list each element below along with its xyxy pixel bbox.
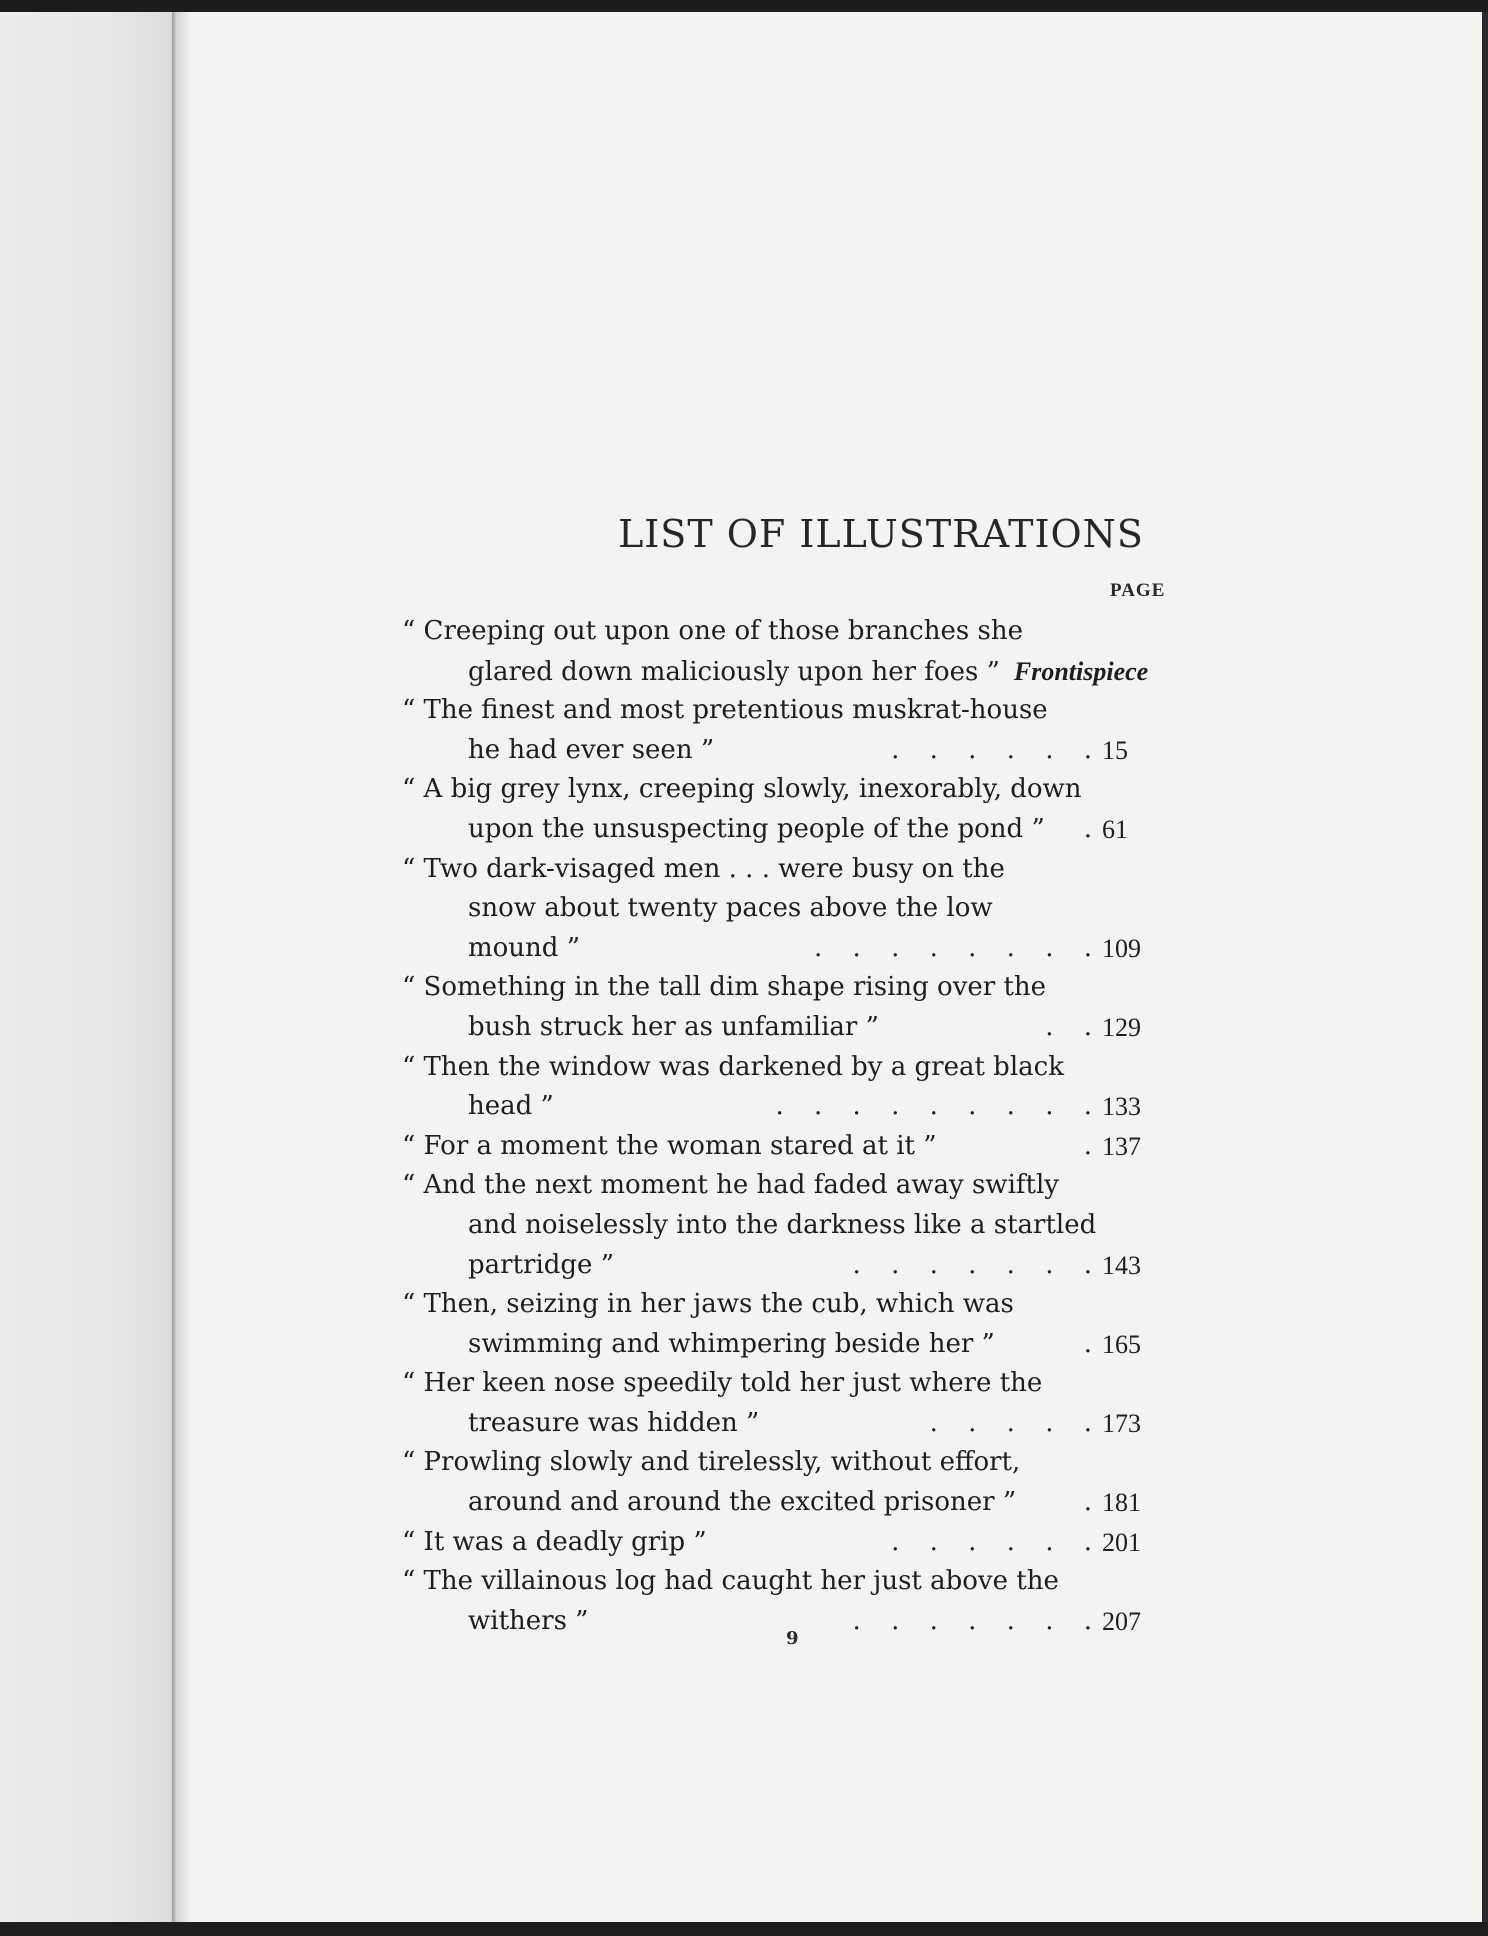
page-reference: 137 xyxy=(1102,1131,1141,1161)
entry-line xyxy=(402,929,1162,969)
dot-leader: . xyxy=(1083,1328,1092,1359)
page-reference: 109 xyxy=(1102,933,1141,963)
page-title: LIST OF ILLUSTRATIONS xyxy=(618,512,1144,556)
entry-line xyxy=(402,1443,1162,1483)
caption-text: “ Creeping out upon one of those branches she xyxy=(402,616,1023,646)
gutter-shadow xyxy=(176,12,190,1922)
entry-line xyxy=(402,1048,1162,1088)
dot-leader: . . . . . . xyxy=(891,734,1092,765)
page-reference: 165 xyxy=(1102,1329,1141,1359)
caption-text: snow about twenty paces above the low xyxy=(468,893,993,924)
entry-line xyxy=(402,1602,1162,1642)
illustration-entry xyxy=(402,850,1162,969)
caption-text: “ A big grey lynx, creeping slowly, inexorably, down xyxy=(402,774,1082,805)
caption-text: “ Prowling slowly and tirelessly, without effort, xyxy=(402,1447,1021,1478)
entry-line xyxy=(402,1364,1162,1404)
entry-line xyxy=(402,1166,1162,1206)
caption-text: “ The villainous log had caught her just above the xyxy=(402,1566,1059,1597)
dot-leader: . xyxy=(1083,1487,1092,1518)
caption-text: bush struck her as unfamiliar ” xyxy=(468,1011,879,1042)
entry-line xyxy=(402,691,1162,731)
dot-leader: . . . . . . . . . xyxy=(775,1091,1092,1122)
caption-text: swimming and whimpering beside her ” xyxy=(468,1328,995,1359)
page-number: 9 xyxy=(786,1628,799,1649)
illustration-entry xyxy=(402,1285,1162,1364)
caption-text: around and around the excited prisoner ” xyxy=(468,1487,1017,1518)
caption-text: “ Her keen nose speedily told her just where the xyxy=(402,1368,1043,1399)
illustration-entry xyxy=(402,1127,1162,1167)
page-reference: 129 xyxy=(1102,1012,1141,1042)
illustration-entry xyxy=(402,968,1162,1047)
entry-line xyxy=(402,1285,1162,1325)
caption-text: “ Something in the tall dim shape rising over the xyxy=(402,972,1047,1003)
caption-text: “ Then, seizing in her jaws the cub, which was xyxy=(402,1289,1014,1320)
caption-text: glared down maliciously upon her foes ” xyxy=(468,656,1000,687)
entry-line xyxy=(402,1562,1162,1602)
caption-text: “ For a moment the woman stared at it ” xyxy=(402,1130,937,1161)
caption-text: upon the unsuspecting people of the pond ” xyxy=(468,813,1045,844)
entry-line xyxy=(402,1483,1162,1523)
entry-line xyxy=(402,652,1162,692)
caption-text: mound ” xyxy=(468,932,580,963)
entry-line xyxy=(402,810,1162,850)
entry-line xyxy=(402,1325,1162,1365)
dot-leader: . . . . . . . xyxy=(852,1605,1092,1636)
entry-line xyxy=(402,1246,1162,1286)
entry-line xyxy=(402,850,1162,890)
scan-right-edge xyxy=(1482,12,1488,1922)
illustration-entry xyxy=(402,1048,1162,1127)
book-page xyxy=(190,12,1482,1922)
scan-bottom-edge xyxy=(0,1922,1488,1936)
dot-leader: . xyxy=(1083,813,1092,844)
entry-line xyxy=(402,1087,1162,1127)
dot-leader: . . . . . . . xyxy=(852,1249,1092,1280)
entry-line xyxy=(402,889,1162,929)
dot-leader: . . xyxy=(1045,1011,1092,1042)
entry-line xyxy=(402,1404,1162,1444)
dot-leader: . . . . . . xyxy=(891,1526,1092,1557)
entry-line xyxy=(402,1008,1162,1048)
illustration-entry xyxy=(402,1364,1162,1443)
page-reference: 143 xyxy=(1102,1250,1141,1280)
scan-top-edge xyxy=(0,0,1488,12)
caption-text: head ” xyxy=(468,1091,554,1122)
previous-page-edge xyxy=(0,12,178,1922)
page-reference: 181 xyxy=(1102,1488,1141,1518)
illustrations-list xyxy=(402,612,1162,1641)
caption-text: “ Two dark-visaged men . . . were busy on the xyxy=(402,853,1005,884)
illustration-entry xyxy=(402,770,1162,849)
caption-text: “ Then the window was darkened by a great black xyxy=(402,1051,1064,1082)
illustration-entry xyxy=(402,691,1162,770)
entry-line xyxy=(402,770,1162,810)
caption-text: withers ” xyxy=(468,1605,589,1636)
page-reference: 133 xyxy=(1102,1092,1141,1122)
page-reference: 173 xyxy=(1102,1408,1141,1438)
entry-line xyxy=(402,1127,1162,1167)
caption-text: “ And the next moment he had faded away swiftly xyxy=(402,1170,1059,1201)
illustration-entry xyxy=(402,612,1162,691)
illustration-entry xyxy=(402,1523,1162,1563)
illustration-entry xyxy=(402,1443,1162,1522)
frontispiece-label: Frontispiece xyxy=(1013,656,1149,686)
dot-leader: . . . . . xyxy=(929,1407,1092,1438)
caption-text: and noiselessly into the darkness like a startled xyxy=(468,1209,1097,1240)
page-reference: 201 xyxy=(1102,1527,1141,1557)
page-reference: 61 xyxy=(1102,814,1128,844)
entry-line xyxy=(402,968,1162,1008)
illustration-entry xyxy=(402,1166,1162,1285)
caption-text: partridge ” xyxy=(468,1249,614,1280)
dot-leader: . . . . . . . . xyxy=(814,932,1092,963)
entry-line xyxy=(402,612,1162,652)
caption-text: he had ever seen ” xyxy=(468,734,715,765)
page-reference: 15 xyxy=(1102,735,1128,765)
entry-line xyxy=(402,1523,1162,1563)
illustration-entry xyxy=(402,1562,1162,1641)
dot-leader: . xyxy=(1083,1130,1092,1161)
caption-text: “ The finest and most pretentious muskrat-house xyxy=(402,695,1048,726)
entry-line xyxy=(402,731,1162,771)
caption-text: “ It was a deadly grip ” xyxy=(402,1526,707,1557)
page-column-label: PAGE xyxy=(1110,580,1166,601)
page-reference: 207 xyxy=(1102,1606,1141,1636)
entry-line xyxy=(402,1206,1162,1246)
caption-text: treasure was hidden ” xyxy=(468,1407,760,1438)
